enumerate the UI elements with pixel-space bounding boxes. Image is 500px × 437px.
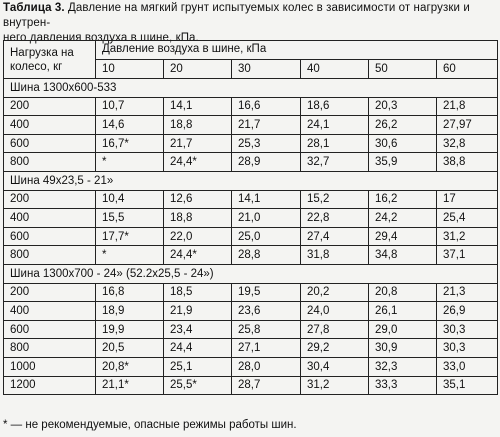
value-cell: 21,8: [437, 97, 498, 116]
value-cell: 10,4: [96, 190, 164, 209]
value-cell: 30,3: [437, 320, 498, 339]
value-cell: 24,0: [301, 302, 369, 321]
table-row: [4, 153, 498, 172]
value-cell: 28,1: [301, 134, 369, 153]
value-cell: 25,8: [232, 320, 301, 339]
value-cell: 33,3: [369, 376, 437, 395]
value-cell: 38,8: [437, 153, 498, 172]
value-cell: 19,9: [96, 320, 164, 339]
load-header: Нагрузка на колесо, кг: [4, 41, 96, 79]
footnote: * — не рекомендуемые, опасные режимы работы шин.: [3, 419, 297, 431]
tire-group-title: Шина 49х23,5 - 21»: [4, 171, 498, 190]
value-cell: 12,6: [164, 190, 232, 209]
value-cell: 21,1*: [96, 376, 164, 395]
pressure-column-header: 20: [164, 60, 232, 79]
value-cell: 18,8: [164, 209, 232, 228]
value-cell: 24,2: [369, 209, 437, 228]
load-cell: 200: [4, 97, 96, 116]
value-cell: *: [96, 246, 164, 265]
table-row: [4, 116, 498, 135]
value-cell: 14,6: [96, 116, 164, 135]
value-cell: 25,5*: [164, 376, 232, 395]
value-cell: 18,5: [164, 283, 232, 302]
load-cell: 600: [4, 134, 96, 153]
caption-text-cont: него давления воздуха в шине, кПа.: [3, 32, 199, 44]
value-cell: 35,9: [369, 153, 437, 172]
value-cell: 21,7: [164, 134, 232, 153]
value-cell: 16,7*: [96, 134, 164, 153]
value-cell: 30,3: [437, 339, 498, 358]
value-cell: 25,4: [437, 209, 498, 228]
value-cell: 26,2: [369, 116, 437, 135]
pressure-column-header: 60: [437, 60, 498, 79]
value-cell: 26,9: [437, 302, 498, 321]
value-cell: 31,2: [437, 227, 498, 246]
tire-group-row: [4, 264, 498, 283]
value-cell: 25,0: [232, 227, 301, 246]
value-cell: 17: [437, 190, 498, 209]
load-cell: 400: [4, 209, 96, 228]
value-cell: 27,4: [301, 227, 369, 246]
tire-group-row: [4, 171, 498, 190]
value-cell: 15,5: [96, 209, 164, 228]
value-cell: 27,97: [437, 116, 498, 135]
value-cell: 32,3: [369, 357, 437, 376]
tire-group-row: [4, 79, 498, 98]
load-cell: 600: [4, 320, 96, 339]
value-cell: 18,6: [301, 97, 369, 116]
load-cell: 800: [4, 153, 96, 172]
value-cell: 27,8: [301, 320, 369, 339]
value-cell: 26,1: [369, 302, 437, 321]
table-row: [4, 357, 498, 376]
value-cell: 24,4: [164, 339, 232, 358]
value-cell: 29,4: [369, 227, 437, 246]
table-row: [4, 283, 498, 302]
value-cell: 22,8: [301, 209, 369, 228]
value-cell: 30,9: [369, 339, 437, 358]
value-cell: 31,2: [301, 376, 369, 395]
value-cell: 18,9: [96, 302, 164, 321]
table-row: [4, 190, 498, 209]
value-cell: 20,8*: [96, 357, 164, 376]
value-cell: 18,8: [164, 116, 232, 135]
value-cell: 10,7: [96, 97, 164, 116]
value-cell: 28,7: [232, 376, 301, 395]
value-cell: 22,0: [164, 227, 232, 246]
value-cell: 16,6: [232, 97, 301, 116]
load-cell: 1000: [4, 357, 96, 376]
table-row: [4, 97, 498, 116]
pressure-column-header: 30: [232, 60, 301, 79]
value-cell: 34,8: [369, 246, 437, 265]
value-cell: *: [96, 153, 164, 172]
value-cell: 27,1: [232, 339, 301, 358]
value-cell: 37,1: [437, 246, 498, 265]
value-cell: 21,7: [232, 116, 301, 135]
value-cell: 29,2: [301, 339, 369, 358]
table-row: [4, 246, 498, 265]
tire-group-title: Шина 1300х700 - 24» (52.2х25,5 - 24»): [4, 264, 498, 283]
pressure-header: Давление воздуха в шине, кПа: [96, 41, 498, 60]
value-cell: 21,0: [232, 209, 301, 228]
value-cell: 35,1: [437, 376, 498, 395]
table-row: [4, 320, 498, 339]
pressure-column-header: 50: [369, 60, 437, 79]
value-cell: 33,0: [437, 357, 498, 376]
value-cell: 14,1: [232, 190, 301, 209]
value-cell: 23,4: [164, 320, 232, 339]
value-cell: 31,8: [301, 246, 369, 265]
value-cell: 20,8: [369, 283, 437, 302]
table-body: [4, 79, 498, 395]
value-cell: 21,9: [164, 302, 232, 321]
load-cell: 800: [4, 246, 96, 265]
pressure-table: [3, 40, 498, 395]
value-cell: 24,4*: [164, 246, 232, 265]
value-cell: 29,0: [369, 320, 437, 339]
caption-text: Давление на мягкий грунт испытуемых колес в зависимости от нагрузки и внутрен-: [3, 2, 470, 29]
pressure-column-header: 40: [301, 60, 369, 79]
load-cell: 400: [4, 302, 96, 321]
value-cell: 16,8: [96, 283, 164, 302]
caption-label: Таблица 3.: [3, 2, 65, 14]
load-cell: 800: [4, 339, 96, 358]
value-cell: 28,0: [232, 357, 301, 376]
value-cell: 17,7*: [96, 227, 164, 246]
value-cell: 20,3: [369, 97, 437, 116]
value-cell: 28,9: [232, 153, 301, 172]
load-cell: 600: [4, 227, 96, 246]
value-cell: 21,3: [437, 283, 498, 302]
value-cell: 14,1: [164, 97, 232, 116]
load-cell: 200: [4, 190, 96, 209]
value-cell: 15,2: [301, 190, 369, 209]
pressure-column-header: 10: [96, 60, 164, 79]
load-cell: 200: [4, 283, 96, 302]
value-cell: 24,1: [301, 116, 369, 135]
value-cell: 25,1: [164, 357, 232, 376]
value-cell: 16,2: [369, 190, 437, 209]
value-cell: 20,5: [96, 339, 164, 358]
value-cell: 32,8: [437, 134, 498, 153]
load-cell: 1200: [4, 376, 96, 395]
value-cell: 24,4*: [164, 153, 232, 172]
table-row: [4, 227, 498, 246]
table-row: [4, 339, 498, 358]
value-cell: 28,8: [232, 246, 301, 265]
value-cell: 23,6: [232, 302, 301, 321]
value-cell: 30,6: [369, 134, 437, 153]
load-cell: 400: [4, 116, 96, 135]
tire-group-title: Шина 1300х600-533: [4, 79, 498, 98]
table-row: [4, 302, 498, 321]
value-cell: 19,5: [232, 283, 301, 302]
value-cell: 32,7: [301, 153, 369, 172]
value-cell: 20,2: [301, 283, 369, 302]
value-cell: 25,3: [232, 134, 301, 153]
value-cell: 30,4: [301, 357, 369, 376]
table-row: [4, 209, 498, 228]
table-row: [4, 134, 498, 153]
table-row: [4, 376, 498, 395]
